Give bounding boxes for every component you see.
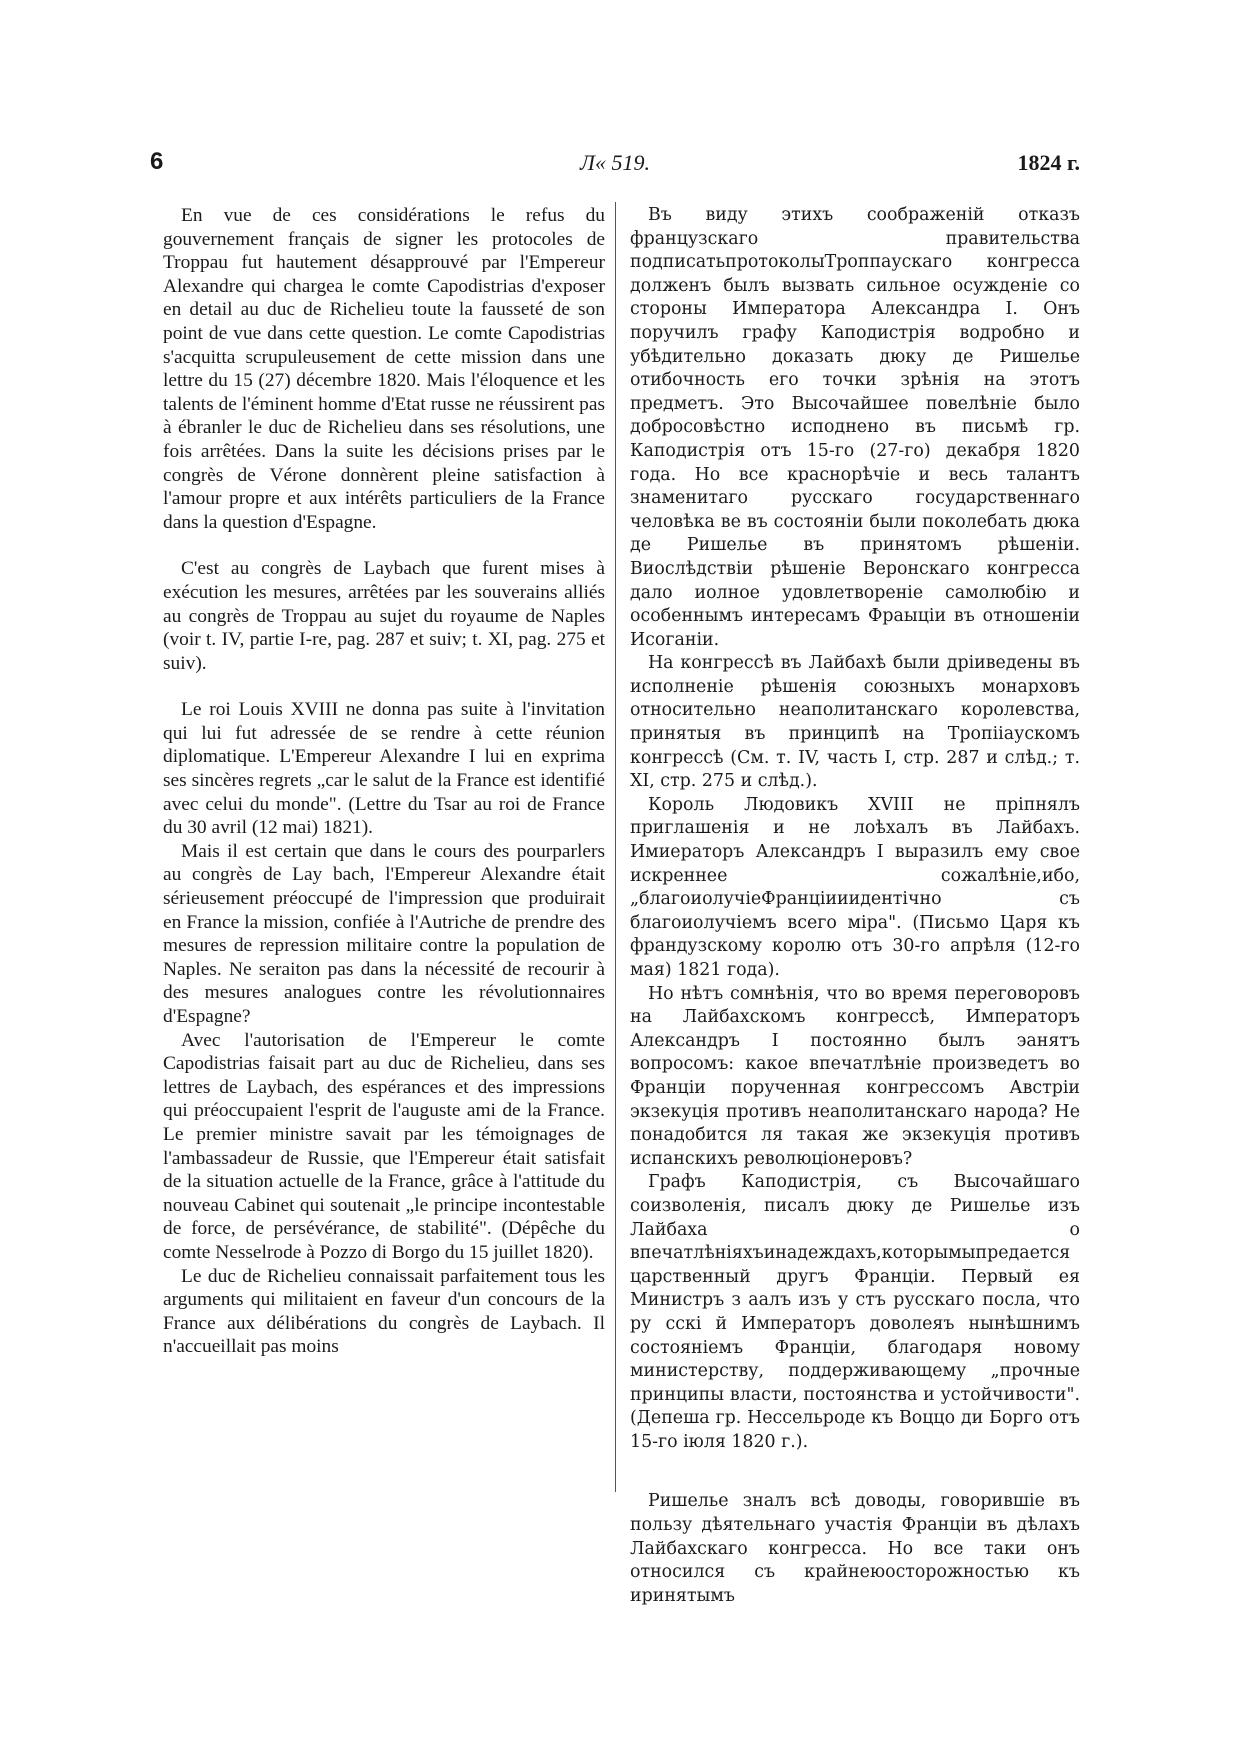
french-paragraph: En vue de ces considérations le refus du gouvernement français de signer les protocoles de Troppau fut hautement désapprouvé par l'Empereur Alexandre qui chargea le comte Capodistrias d'exposer en detail au duc de Richelieu toute la fausseté de son point de vue dans cette question. Le comte Capodistrias s'acquitta scrupuleusement de cette mission dans une lettre du 15 (27) décembre 1820. Mais l'éloquence et les talents de l'éminent homme d'Etat russe ne réussirent pas à ébranler le duc de Richelieu dans ses résolutions, une fois arrêtées. Dans la suite les décisions prises par le congrès de Vérone donnèrent pleine satisfaction à l'amour propre et aux intérêts particuliers de la France dans la question d'Espagne. xyxy=(163,205,605,533)
document-number: Л« 519. xyxy=(580,150,650,175)
russian-paragraph: Но нѣтъ сомнѣнiя, что во время переговоровъ на Лайбахскомъ конгрессѣ, Императоръ Александръ I постоянно былъ эанятъ вопросомъ: какое впечатлѣнiе произведетъ во Францiи порученная конгрессомъ Австрiи экзекуцiя противъ неаполитанскаго народа? Не понадобится ля такая же экзекуцiя противъ испанскихъ революцiонеровъ? xyxy=(630,983,1080,1169)
french-paragraph: Avec l'autorisation de l'Empereur le comte Capodistrias faisait part au duc de Richelieu, dans ses lettres de Laybach, des espérances et des impressions qui préoccupaient l'esprit de l'auguste ami de la France. Le premier ministre savait par les témoignages de l'ambassadeur de Russie, que l'Empereur était satisfait de la situation actuelle de la France, grâce à l'attitude du nouveau Cabinet qui soutenait „le principe incontestable de force, de persévérance, de stabilité". (Dépêche du comte Nesselrode à Pozzo di Borgo du 15 juillet 1820). xyxy=(163,1029,605,1263)
russian-paragraph: Графъ Каподистрiя, съ Высочайшаго соизволенiя, писалъ дюку де Ришелье изъ Лайбаха о впечатлѣнiяхъинадеждахъ,которымыпредается царственный другъ Францiи. Первый ея Министръ з аалъ изъ у стъ русскаго посла, что ру сскi й Императоръ доволеяъ нынѣшнимъ состоянiемъ Францiи, благодаря новому министерству, поддерживающему „прочные принципы власти, постоянства и устойчивости". (Депеша гр. Нессельроде къ Воццо ди Борго отъ 15-го iюля 1820 г.). xyxy=(630,1172,1080,1452)
russian-paragraph: На конгрессѣ въ Лайбахѣ были дрiиведены въ исполненiе рѣшенiя союзныхъ монарховъ относительно неаполитанскаго королевства, принятыя въ принципѣ на Тропiiаускомъ конгрессѣ (См. т. IV, часть I, стр. 287 и слѣд.; т. XI, стр. 275 и слѣд.). xyxy=(630,653,1080,792)
french-column xyxy=(163,204,605,1359)
russian-paragraph: Въ виду этихъ соображенiй отказъ французскаго правительства подписатьпротоколыТроппаускаго конгресса долженъ былъ вызвать сильное осужденiе со стороны Императора Александра I. Онъ поручилъ графу Каподистрiя водробно и убѣдительно доказать дюку де Ришелье отибочность его точки зрѣнiя на этотъ предметъ. Это Высочайшее повелѣнiе было добросовѣстно исподнено въ письмѣ гр. Каподистрiя отъ 15-го (27-го) декабря 1820 года. Но все краснорѣчiе и весь талантъ знаменитаго русскаго государственнаго человѣка ве въ состоянiи были поколебать дюка де Ришелье въ принятомъ рѣшенiи. Виослѣдствiи рѣшенiе Веронскаго конгресса дало иолное удовлетворенiе самолюбiю и особеннымъ интересамъ Фраыцiи въ отношенiи Исоганiи. xyxy=(630,205,1080,650)
year: 1824 г. xyxy=(1017,150,1080,175)
french-paragraph: Le roi Louis XVIII ne donna pas suite à l'invitation qui lui fut adressée de se rendre à cette réunion diplomatique. L'Empereur Alexandre I lui en exprima ses sincères regrets „car le salut de la France est identifié avec celui du monde". (Lettre du Tsar au roi de France du 30 avril (12 mai) 1821). xyxy=(163,699,605,839)
russian-column xyxy=(630,204,1080,1608)
page-number: 6 xyxy=(150,148,164,175)
french-paragraph: C'est au congrès de Laybach que furent mises à exécution les mesures, arrêtées par les souverains alliés au congrès de Troppau au sujet du royaume de Naples (voir t. IV, partie I-re, pag. 287 et suiv; t. XI, pag. 275 et suiv). xyxy=(163,558,605,674)
russian-paragraph: Король Людовикъ XVIII не прiпнялъ приглашенiя и не лоѣхалъ въ Лайбахъ. Имиераторъ Александръ I выразилъ ему свое искреннее сожалѣнiе,ибо,„благоиолучiеФранцiииидентiчно съ благоиолучiемъ всего мiра". (Письмо Царя къ франдузскому королю отъ 30-го апрѣля (12-го мая) 1821 года). xyxy=(630,794,1080,980)
russian-paragraph: Ришелье зналъ всѣ доводы, говорившiе въ пользу дѣятельнаго участiя Францiи въ дѣлахъ Лайбахскаго конгресса. Но все таки онъ относился съ крайнеюосторожностью къ иринятымъ xyxy=(630,1491,1080,1606)
french-paragraph: Mais il est certain que dans le cours des pourparlers au congrès de Lay bach, l'Empereur Alexandre était sérieusement préoccupé de l'impression que produirait en France la mission, confiée à l'Autriche de prendre des mesures de repression militaire contre la population de Naples. Ne seraiton pas dans la nécessité de recourir à des mesures analogues contre les révolutionnaires d'Espagne? xyxy=(163,840,605,1027)
page-header xyxy=(150,148,1080,184)
column-divider xyxy=(615,202,616,1492)
french-paragraph: Le duc de Richelieu connaissait parfaitement tous les arguments qui militaient en faveur d'un concours de la France aux délibérations du congrès de Laybach. Il n'accueillait pas moins xyxy=(163,1265,605,1358)
